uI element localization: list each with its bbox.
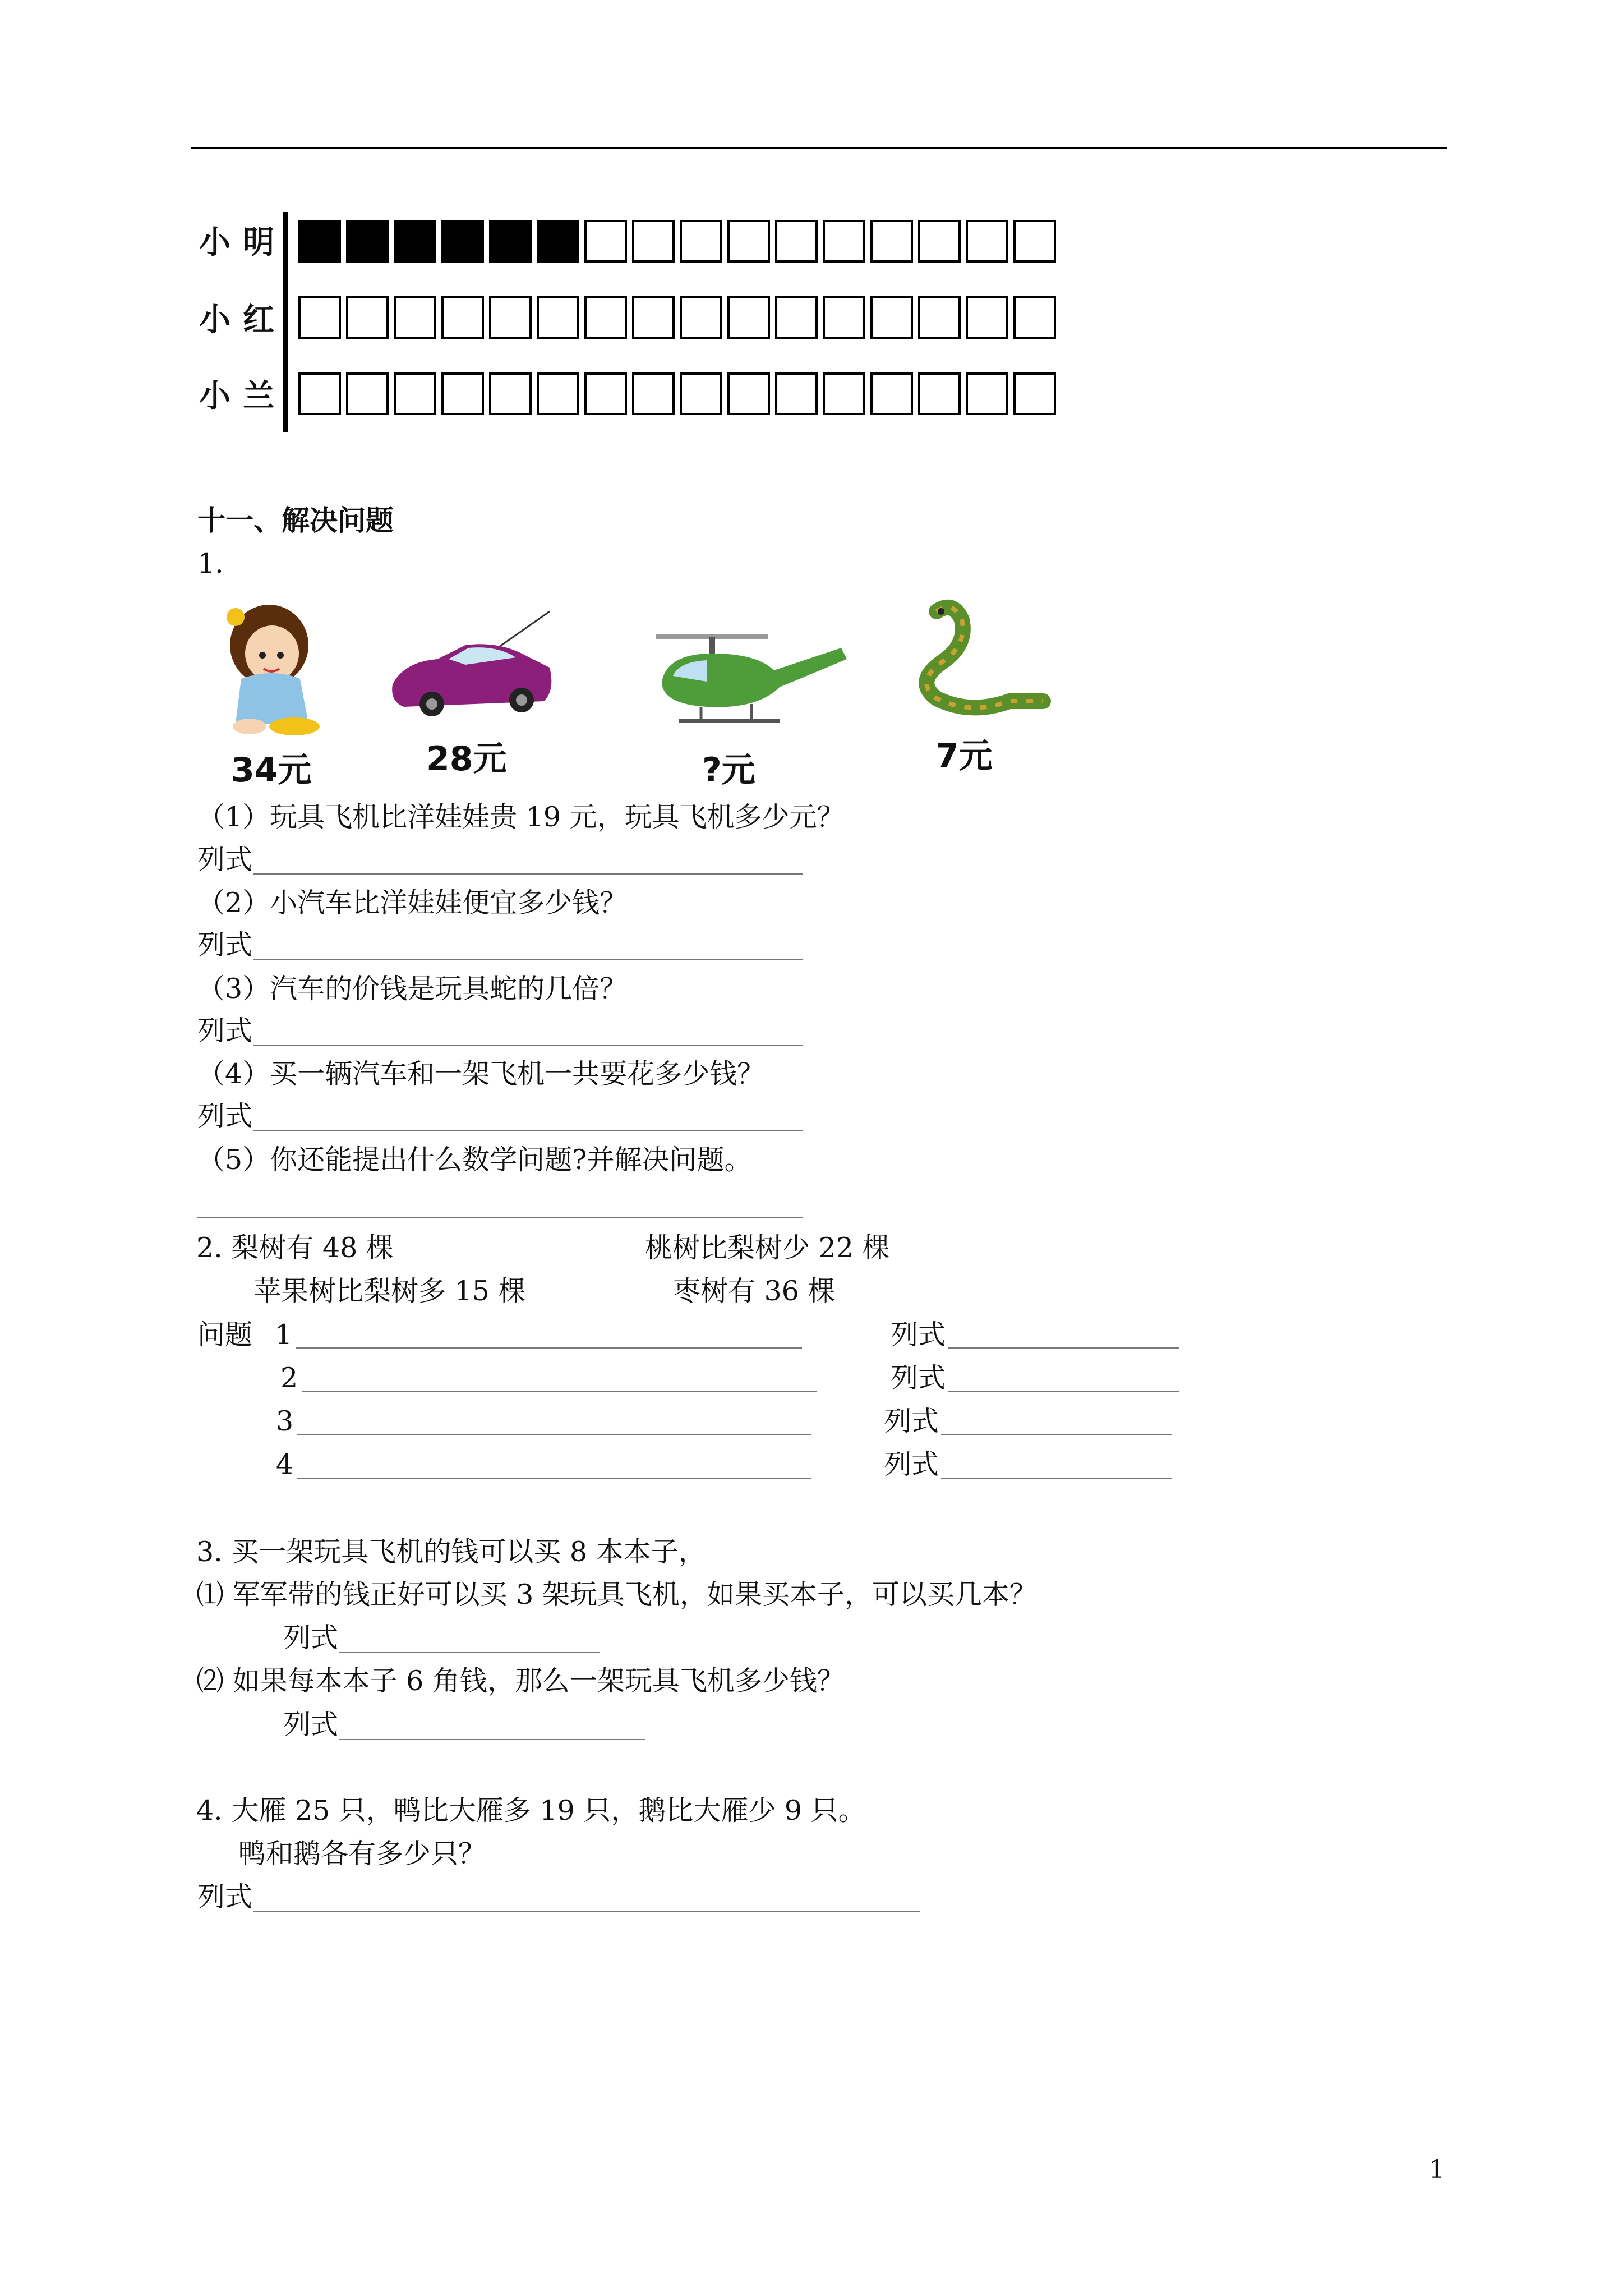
empty-box bbox=[966, 220, 1008, 263]
section-title: 十一、解决问题 bbox=[197, 504, 394, 537]
empty-box bbox=[727, 296, 770, 339]
q3-answer-line-2[interactable] bbox=[339, 1739, 645, 1740]
q1-item-5: （5）你还能提出什么数学问题?并解决问题。 bbox=[197, 1144, 752, 1176]
empty-box bbox=[632, 220, 675, 263]
q1-answer-line-4[interactable] bbox=[253, 1130, 803, 1131]
empty-box bbox=[727, 372, 770, 415]
q4-line-1: 4. 大雁 25 只，鸭比大雁多 19 只，鹅比大雁少 9 只。 bbox=[196, 1795, 866, 1826]
q1-answer-line-5[interactable] bbox=[197, 1217, 803, 1218]
snake-image bbox=[897, 589, 1054, 718]
empty-box bbox=[823, 220, 865, 263]
row-label-xiaolan: 小兰 bbox=[199, 378, 287, 415]
q2-answer-label-1: 列式 bbox=[891, 1319, 946, 1351]
empty-box bbox=[632, 296, 675, 339]
q2-question-label: 问题 bbox=[197, 1319, 253, 1351]
empty-box bbox=[394, 296, 436, 339]
q3-intro: 3. 买一架玩具飞机的钱可以买 8 本本子， bbox=[196, 1536, 706, 1568]
empty-box bbox=[918, 296, 961, 339]
q2-fact-4: 枣树有 36 棵 bbox=[673, 1275, 836, 1307]
filled-box bbox=[489, 220, 532, 263]
filled-box bbox=[537, 220, 579, 263]
q1-item-3: （3）汽车的价钱是玩具蛇的几倍？ bbox=[197, 973, 628, 1005]
price-plane: ?元 bbox=[702, 751, 755, 790]
q1-answer-label-3: 列式 bbox=[197, 1015, 253, 1047]
doll-image bbox=[202, 595, 348, 740]
q3-answer-label-2: 列式 bbox=[283, 1709, 339, 1741]
price-doll: 34元 bbox=[231, 751, 312, 790]
empty-box bbox=[632, 372, 675, 415]
empty-box bbox=[680, 220, 722, 263]
empty-box bbox=[584, 372, 627, 415]
empty-box bbox=[680, 296, 722, 339]
empty-box bbox=[775, 372, 818, 415]
empty-box bbox=[394, 372, 436, 415]
q1-answer-label-1: 列式 bbox=[197, 844, 253, 876]
filled-box bbox=[298, 220, 341, 263]
empty-box bbox=[680, 372, 722, 415]
empty-box bbox=[584, 296, 627, 339]
q2-fact-1: 2. 梨树有 48 棵 bbox=[196, 1232, 394, 1264]
q3-answer-line-1[interactable] bbox=[339, 1652, 600, 1653]
q4-answer-label: 列式 bbox=[197, 1881, 253, 1913]
empty-box bbox=[870, 296, 913, 339]
q2-question-number-2: 2 bbox=[280, 1362, 298, 1394]
q1-answer-line-2[interactable] bbox=[253, 959, 803, 960]
q1-answer-line-3[interactable] bbox=[253, 1045, 803, 1046]
page-number: 1 bbox=[1429, 2155, 1445, 2184]
row-label-xiaohong: 小红 bbox=[199, 302, 287, 338]
empty-box bbox=[441, 296, 484, 339]
empty-box bbox=[870, 372, 913, 415]
empty-box bbox=[823, 372, 865, 415]
empty-box bbox=[870, 220, 913, 263]
q2-question-number-4: 4 bbox=[276, 1448, 294, 1480]
price-snake: 7元 bbox=[935, 737, 993, 776]
q3-part-1: ⑴ 军军带的钱正好可以买 3 架玩具飞机，如果买本子，可以买几本？ bbox=[196, 1579, 1037, 1611]
empty-box bbox=[489, 296, 532, 339]
q2-question-line-4[interactable] bbox=[297, 1478, 811, 1479]
empty-box bbox=[537, 296, 579, 339]
empty-box bbox=[823, 296, 865, 339]
empty-box bbox=[489, 372, 532, 415]
q2-answer-line-4[interactable] bbox=[941, 1478, 1172, 1479]
empty-box bbox=[775, 220, 818, 263]
empty-box bbox=[346, 296, 389, 339]
filled-box bbox=[394, 220, 436, 263]
q2-question-line-1[interactable] bbox=[296, 1347, 802, 1349]
q2-question-line-3[interactable] bbox=[297, 1434, 811, 1435]
q4-line-2: 鸭和鹅各有多少只？ bbox=[238, 1838, 486, 1870]
q2-answer-line-1[interactable] bbox=[948, 1347, 1179, 1349]
q2-answer-line-2[interactable] bbox=[948, 1391, 1179, 1392]
q2-fact-3: 苹果树比梨树多 15 棵 bbox=[253, 1275, 526, 1307]
q2-question-number-1: 1 bbox=[275, 1319, 293, 1351]
q1-answer-line-1[interactable] bbox=[253, 873, 803, 875]
empty-box bbox=[1013, 220, 1056, 263]
box-row-xiaohong bbox=[298, 296, 1056, 339]
q1-item-4: （4）买一辆汽车和一架飞机一共要花多少钱？ bbox=[197, 1058, 765, 1090]
empty-box bbox=[727, 220, 770, 263]
q1-number: 1. bbox=[197, 547, 224, 579]
empty-box bbox=[775, 296, 818, 339]
q2-question-number-3: 3 bbox=[276, 1405, 294, 1437]
filled-box bbox=[346, 220, 389, 263]
empty-box bbox=[537, 372, 579, 415]
q2-question-line-2[interactable] bbox=[302, 1391, 817, 1392]
box-row-xiaolan bbox=[298, 372, 1056, 415]
q1-item-1: （1）玩具飞机比洋娃娃贵 19 元，玩具飞机多少元？ bbox=[197, 801, 845, 833]
empty-box bbox=[584, 220, 627, 263]
price-car: 28元 bbox=[426, 739, 507, 779]
q3-part-2: ⑵ 如果每本本子 6 角钱，那么一架玩具飞机多少钱？ bbox=[196, 1665, 845, 1697]
q1-answer-label-4: 列式 bbox=[197, 1100, 253, 1132]
empty-box bbox=[918, 372, 961, 415]
q2-answer-label-3: 列式 bbox=[884, 1405, 939, 1437]
q2-fact-2: 桃树比梨树少 22 棵 bbox=[645, 1232, 890, 1264]
empty-box bbox=[966, 296, 1008, 339]
q1-answer-label-2: 列式 bbox=[197, 929, 253, 961]
empty-box bbox=[346, 372, 389, 415]
empty-box bbox=[966, 372, 1008, 415]
header-rule bbox=[191, 147, 1447, 149]
empty-box bbox=[918, 220, 961, 263]
q3-answer-label-1: 列式 bbox=[283, 1622, 339, 1654]
q2-answer-label-4: 列式 bbox=[884, 1448, 939, 1480]
q4-answer-line[interactable] bbox=[253, 1911, 920, 1912]
empty-box bbox=[298, 372, 341, 415]
row-label-xiaoming: 小明 bbox=[199, 224, 287, 261]
q2-answer-label-2: 列式 bbox=[891, 1362, 946, 1394]
car-image bbox=[381, 606, 561, 729]
q2-answer-line-3[interactable] bbox=[941, 1434, 1172, 1435]
empty-box bbox=[1013, 296, 1056, 339]
helicopter-image bbox=[645, 614, 858, 738]
filled-box bbox=[441, 220, 484, 263]
q1-item-2: （2）小汽车比洋娃娃便宜多少钱？ bbox=[197, 887, 628, 919]
empty-box bbox=[441, 372, 484, 415]
box-row-xiaoming bbox=[298, 220, 1056, 263]
empty-box bbox=[298, 296, 341, 339]
empty-box bbox=[1013, 372, 1056, 415]
